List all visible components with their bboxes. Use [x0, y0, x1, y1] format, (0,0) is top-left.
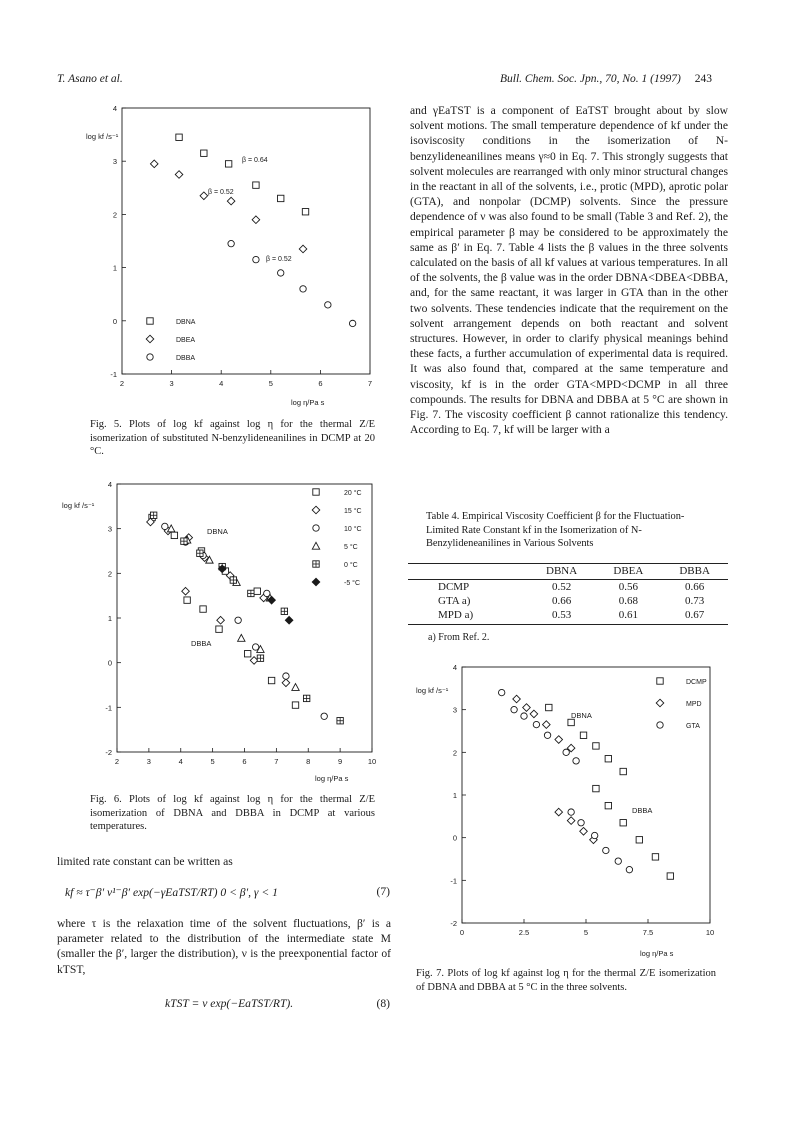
data-point-gta — [568, 809, 574, 815]
fig6-tick-labels — [105, 480, 376, 766]
equation-7-text: kf ≈ τ⁻β′ ν¹⁻β′ exp(−γEaTST/RT) 0 < β′, γ < 1 — [65, 886, 278, 899]
y-tick-label: 0 — [112, 316, 117, 326]
data-point-20c — [244, 651, 250, 657]
data-point-dcmp — [580, 732, 586, 738]
x-tick-label: 8 — [306, 757, 311, 766]
x-tick-label: 10 — [367, 757, 377, 766]
data-point-dcmp — [667, 873, 673, 879]
table-row — [408, 580, 728, 595]
legend-marker — [657, 678, 663, 684]
fig5-annotation-beta-064: β = 0.64 — [242, 157, 268, 164]
equation-8-text: kTST = ν exp(−EaTST/RT). — [165, 997, 294, 1010]
fig6-chart — [60, 478, 405, 788]
table4-cell: 0.68 — [618, 595, 638, 607]
fig5-legend — [146, 318, 196, 362]
plot-frame — [117, 484, 372, 752]
fig7-legend — [656, 678, 707, 730]
legend-marker — [313, 525, 319, 531]
data-point-mpd — [523, 704, 531, 712]
legend-label: DBNA — [176, 319, 196, 326]
legend-marker — [313, 489, 319, 495]
data-point-gta — [544, 732, 550, 738]
data-point-gta — [563, 749, 569, 755]
legend-label: 15 °C — [344, 508, 362, 515]
y-tick-label: -1 — [110, 370, 117, 379]
table4-cell: 0.66 — [684, 581, 705, 593]
table4-cell: 0.73 — [684, 595, 705, 607]
y-tick-label: 2 — [107, 569, 112, 579]
fig6-caption: Fig. 6. Plots of log kf against log η for the thermal Z/E isomerization of DBNA and DBBA in DCMP at various temperatures. — [90, 794, 375, 832]
y-tick-label: 4 — [112, 104, 117, 113]
right-paragraph: and γEaTST is a component of EaTST brought about by slow solvent motions. The small temperature dependence of kf under the isoviscosity conditions in the isomerization of N-benzylideneanilines means γ≈0 in Eq. 7. This strongly suggests that solvent molecules are rearranged with only minor structural changes in the reactant in all of the solvents, i.e., protic (MPD), aprotic polar (GTA), and nonpolar (DCMP) solvents. Since the pressure dependence of ν was also found to be small (Table 3 and Ref. 2), the empirical parameter β may be considered to be approximately the same as β′ in Eq. 7. Table 4 lists the β values in the three solvents calculated on the basis of all kf values at various temperatures. In all of the solvents, the β value was in the order DBNA<DBEA<DBBA, and, for the same reactant, it was larger in GTA than in the other two solvents. These tendencies indicate that the requirement on the solvent arrangement depends on both reactant and solvent structures. However, in order to clarify physical meanings behind these facts, a further accumulation of experimental data is required. It was also found that, compared at the same temperature and viscosity, kf is in the order GTA<MPD<DCMP in all three compounds. The results for DBNA and DBBA at 5 °C are shown in Fig. 7. The viscosity coefficient β cannot rationalize this tendency. According to Eq. 7, kf will be larger with a — [410, 104, 728, 437]
legend-label: GTA — [686, 723, 700, 730]
y-tick-label: 3 — [452, 705, 457, 715]
data-point-gta — [498, 689, 504, 695]
legend-marker — [656, 699, 664, 707]
x-tick-label: 7.5 — [642, 928, 654, 937]
legend-marker — [313, 561, 319, 567]
data-point-dbba — [278, 270, 284, 276]
data-point-dbna — [225, 161, 231, 167]
data-point-mpd — [567, 817, 575, 825]
data-point-dcmp — [620, 820, 626, 826]
table4-header-cell: DBEA — [596, 564, 662, 580]
fig7-label-dbba: DBBA — [632, 806, 653, 815]
data-point-gta — [603, 847, 609, 853]
data-point-dbea — [150, 160, 158, 168]
left-paragraph-2-block — [57, 916, 391, 977]
fig5-xlabel: log η/Pa s — [291, 398, 325, 407]
x-tick-label: 6 — [242, 757, 247, 766]
fig7-tick-labels — [450, 663, 714, 937]
table4-cell: 0.66 — [551, 595, 572, 607]
legend-label: DCMP — [686, 679, 707, 686]
y-tick-label: 2 — [112, 210, 117, 220]
data-point-dbea — [175, 171, 183, 179]
x-tick-label: 9 — [338, 757, 343, 766]
data-point-20c — [171, 532, 177, 538]
y-tick-label: 0 — [107, 658, 112, 668]
data-point-0c — [150, 512, 156, 518]
data-point-dbna — [201, 150, 207, 156]
legend-label: -5 °C — [344, 580, 361, 587]
data-point-gta — [615, 858, 621, 864]
journal-citation: Bull. Chem. Soc. Jpn., 70, No. 1 (1997) — [500, 73, 681, 85]
fig7-label-dbna: DBNA — [571, 711, 592, 720]
legend-marker — [312, 542, 319, 549]
y-tick-label: 4 — [452, 663, 457, 672]
table-row — [408, 608, 728, 625]
data-point-dbea — [252, 216, 260, 224]
x-tick-label: 3 — [169, 379, 174, 388]
data-point-dcmp — [593, 785, 599, 791]
fig6-label-dbba: DBBA — [191, 639, 212, 648]
legend-marker — [657, 722, 663, 728]
fig6-ylabel: log kf /s⁻¹ — [62, 501, 95, 510]
fig5-chart — [60, 98, 400, 438]
data-point-10c — [252, 644, 258, 650]
data-point-dcmp — [546, 704, 552, 710]
y-tick-label: 1 — [452, 791, 457, 800]
data-point-0c — [230, 577, 236, 583]
data-point-15c — [217, 616, 225, 624]
data-point-15c — [282, 679, 290, 687]
x-tick-label: 4 — [219, 379, 224, 388]
fig7-axes — [462, 667, 710, 923]
table4-cell: DCMP — [438, 581, 470, 593]
equation-8-number: (8) — [376, 997, 390, 1010]
data-point-0c — [181, 538, 187, 544]
table4-cell: MPD a) — [408, 608, 528, 625]
data-point-20c — [200, 606, 206, 612]
legend-label: DBBA — [176, 355, 196, 362]
x-tick-label: 3 — [146, 757, 151, 766]
y-tick-label: 0 — [452, 833, 457, 843]
fig7-caption: Fig. 7. Plots of log kf against log η for the thermal Z/E isomerization of DBNA and DBBA at 5 °C in the three solvents. — [416, 968, 716, 993]
y-tick-label: -1 — [450, 876, 457, 886]
y-tick-label: -2 — [450, 919, 457, 928]
y-tick-label: 3 — [107, 524, 112, 534]
data-point-gta — [511, 706, 517, 712]
equation-7 — [65, 885, 390, 899]
data-point-0c — [337, 718, 343, 724]
data-point-15c — [250, 657, 258, 665]
data-point-10c — [162, 523, 168, 529]
x-tick-label: 2 — [119, 379, 125, 388]
data-point-0c — [248, 590, 254, 596]
data-point-0c — [257, 655, 263, 661]
data-point-0c — [303, 695, 309, 701]
table4-footnote: a) From Ref. 2. — [428, 632, 490, 643]
legend-label: MPD — [686, 701, 702, 708]
data-point-mpd — [543, 721, 551, 729]
data-point-dbna — [278, 195, 284, 201]
table4-cell: GTA a) — [438, 595, 471, 607]
left-paragraph-1: limited rate constant can be written as — [57, 855, 233, 868]
legend-marker — [147, 318, 153, 324]
y-tick-label: 4 — [107, 480, 112, 489]
legend-marker — [312, 578, 320, 586]
fig6-label-dbna: DBNA — [207, 527, 228, 536]
fig6-marks — [147, 512, 344, 724]
fig7-chart — [410, 660, 730, 970]
data-point-20c — [216, 626, 222, 632]
data-point-20c — [254, 588, 260, 594]
table4-cell: 0.53 — [528, 608, 596, 625]
x-tick-label: 5 — [268, 379, 273, 388]
data-point-dcmp — [636, 837, 642, 843]
data-point-gta — [521, 713, 527, 719]
table4-header-cell: DBNA — [528, 564, 596, 580]
left-paragraph-2: where τ is the relaxation time of the solvent fluctuations, β′ is a parameter related to the distribution of the intermediate state M (smaller the β′, larger the distribution), ν is the preexponential factor of kTST, — [57, 917, 391, 976]
data-point-20c — [268, 677, 274, 683]
fig5-annotation-beta-052b: β = 0.52 — [266, 256, 292, 263]
legend-label: 5 °C — [344, 544, 358, 551]
data-point-dbna — [302, 209, 308, 215]
table4-cell: 0.52 — [551, 581, 572, 593]
legend-label: DBEA — [176, 337, 196, 344]
plot-frame — [122, 108, 370, 374]
data-point-gta — [626, 866, 632, 872]
data-point-dcmp — [568, 719, 574, 725]
data-point-5c — [238, 634, 245, 641]
equation-8 — [165, 997, 390, 1010]
data-point-dcmp — [620, 768, 626, 774]
data-point-mpd — [513, 695, 521, 703]
data-point-dcmp — [593, 743, 599, 749]
table4-header-row — [408, 564, 728, 580]
data-point-mpd — [530, 710, 538, 718]
data-point-10c — [283, 673, 289, 679]
data-point-dbba — [300, 286, 306, 292]
data-point-dbba — [228, 240, 234, 246]
x-tick-label: 4 — [178, 757, 183, 766]
table4-cell: 0.61 — [596, 608, 662, 625]
fig6-axes — [117, 484, 372, 752]
legend-label: 0 °C — [344, 562, 358, 569]
fig5-caption: Fig. 5. Plots of log kf against log η for the thermal Z/E isomerization of substituted N-benzylideneanilines in DCMP at 20 °C. — [90, 419, 375, 457]
y-tick-label: -2 — [105, 748, 112, 757]
legend-marker — [147, 354, 153, 360]
data-point-0c — [197, 550, 203, 556]
y-tick-label: 1 — [112, 263, 117, 273]
fig7-xlabel: log η/Pa s — [640, 949, 674, 958]
x-tick-label: 2.5 — [518, 928, 530, 937]
data-point-dbea — [227, 197, 235, 205]
fig5-ylabel: log kf /s⁻¹ — [86, 132, 119, 141]
data-point-20c — [184, 597, 190, 603]
data-point-10c — [321, 713, 327, 719]
data-point-dbea — [200, 192, 208, 200]
equation-7-number: (7) — [376, 885, 390, 898]
legend-label: 10 °C — [344, 526, 362, 533]
y-tick-label: 3 — [112, 157, 117, 167]
data-point-dcmp — [605, 802, 611, 808]
table4-cell: 0.56 — [618, 581, 638, 593]
y-tick-label: 2 — [452, 748, 457, 758]
x-tick-label: 5 — [583, 928, 589, 937]
data-point-gta — [533, 721, 539, 727]
data-point-dbba — [349, 320, 355, 326]
fig5-axes — [122, 108, 370, 374]
table4-cell: 0.67 — [661, 608, 728, 625]
data-point-dbea — [299, 245, 307, 253]
legend-label: 20 °C — [344, 490, 362, 497]
plot-frame — [462, 667, 710, 923]
fig6-legend — [312, 489, 361, 587]
left-body-text — [57, 854, 391, 869]
legend-marker — [312, 506, 320, 514]
x-tick-label: 6 — [318, 379, 323, 388]
x-tick-label: 10 — [705, 928, 715, 937]
data-point-20c — [292, 702, 298, 708]
right-body-text — [410, 103, 728, 437]
y-tick-label: -1 — [105, 703, 112, 713]
table4 — [408, 563, 728, 625]
table4-header-cell — [408, 564, 528, 580]
x-tick-label: 7 — [367, 379, 373, 388]
data-point-5c — [285, 616, 293, 624]
fig6-xlabel: log η/Pa s — [315, 774, 349, 783]
data-point-dcmp — [605, 756, 611, 762]
data-point-mpd — [580, 827, 588, 835]
data-point-mpd — [555, 736, 563, 744]
fig7-ylabel: log kf /s⁻¹ — [416, 686, 449, 695]
fig5-tick-labels — [110, 104, 372, 388]
data-point-15c — [182, 587, 190, 595]
data-point-dbba — [325, 302, 331, 308]
legend-marker — [146, 335, 154, 343]
x-tick-label: 7 — [274, 757, 279, 766]
x-tick-label: 5 — [210, 757, 215, 766]
y-tick-label: 1 — [107, 614, 112, 623]
data-point-dbba — [253, 256, 259, 262]
table4-caption: Table 4. Empirical Viscosity Coefficient β for the Fluctuation-Limited Rate Constant kf in the Isomerization of N-Benzylideneanilines in Various Solvents — [426, 511, 685, 550]
running-header-journal — [500, 73, 712, 85]
data-point-mpd — [555, 808, 563, 816]
data-point-dcmp — [652, 854, 658, 860]
data-point-0c — [281, 608, 287, 614]
running-header-authors: T. Asano et al. — [57, 73, 123, 85]
x-tick-label: 0 — [459, 928, 465, 937]
data-point-gta — [578, 820, 584, 826]
table4-header-cell: DBBA — [661, 564, 728, 580]
data-point-gta — [573, 758, 579, 764]
page-number: 243 — [694, 73, 713, 85]
data-point-gta — [591, 832, 597, 838]
data-point-10c — [235, 617, 241, 623]
fig5-annotation-beta-052a: β = 0.52 — [208, 189, 234, 196]
data-point-dbna — [253, 182, 259, 188]
data-point-5c — [292, 684, 299, 691]
data-point-dbna — [176, 134, 182, 140]
table-row — [408, 594, 728, 608]
x-tick-label: 2 — [114, 757, 120, 766]
